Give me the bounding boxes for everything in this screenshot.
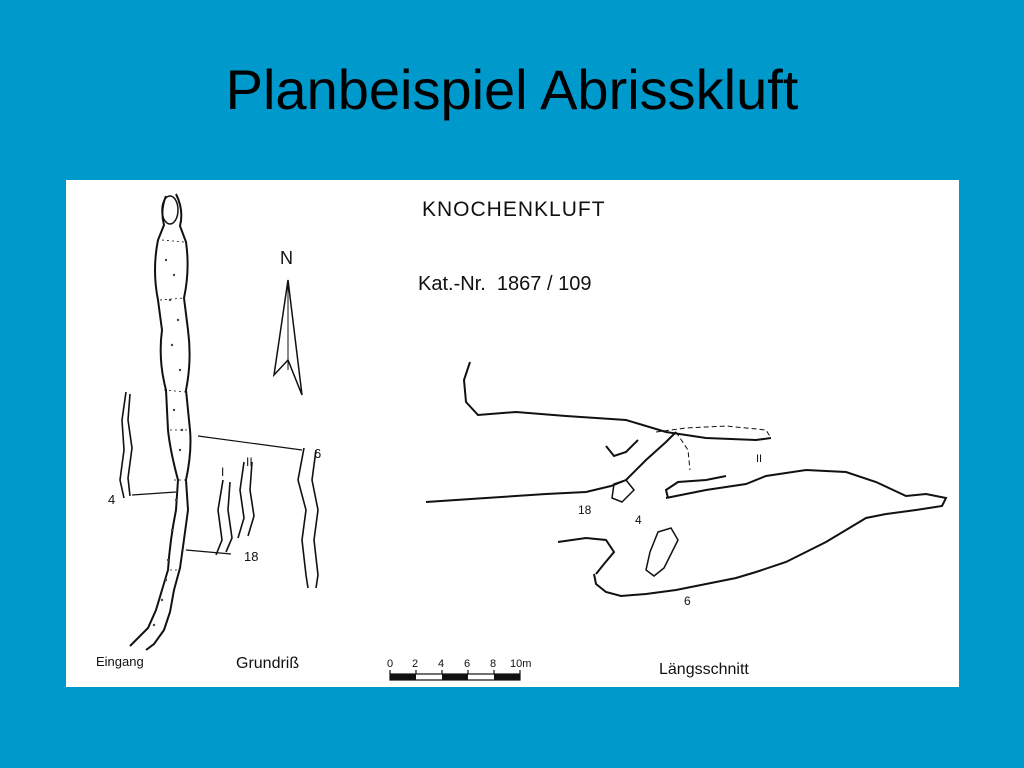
entrance-label: Eingang	[96, 654, 144, 669]
scale-label-6: 6	[464, 658, 471, 670]
longitudinal-section-label: Längsschnitt	[659, 661, 749, 678]
cave-survey-drawing	[66, 180, 959, 687]
scale-label-10m: 10m	[510, 658, 532, 670]
cave-survey-figure	[66, 180, 959, 687]
scale-label-8: 8	[490, 658, 497, 670]
catalog-number: Kat.-Nr. 1867 / 109	[418, 273, 592, 295]
plan-view-main-passage	[130, 194, 191, 650]
scale-label-0: 0	[387, 658, 394, 670]
longitudinal-section-profile	[426, 362, 946, 596]
plan-point-II: II	[246, 455, 253, 469]
plan-point-4: 4	[108, 492, 116, 507]
section-point-II: II	[756, 453, 763, 465]
plan-point-6: 6	[314, 446, 322, 461]
plan-point-I: I	[221, 465, 225, 479]
scale-label-4: 4	[438, 658, 445, 670]
section-point-6: 6	[684, 594, 691, 608]
scale-bar	[390, 670, 520, 680]
plan-point-18: 18	[244, 549, 259, 564]
section-point-18: 18	[578, 503, 592, 517]
plan-view-side-branches	[120, 392, 318, 588]
cave-name: KNOCHENKLUFT	[422, 198, 606, 221]
slide-title: Planbeispiel Abrisskluft	[225, 58, 799, 121]
scale-label-2: 2	[412, 658, 419, 670]
north-label: N	[280, 248, 293, 268]
plan-view-label: Grundriß	[236, 655, 300, 672]
north-arrow-icon	[274, 280, 302, 395]
section-point-4: 4	[635, 513, 642, 527]
